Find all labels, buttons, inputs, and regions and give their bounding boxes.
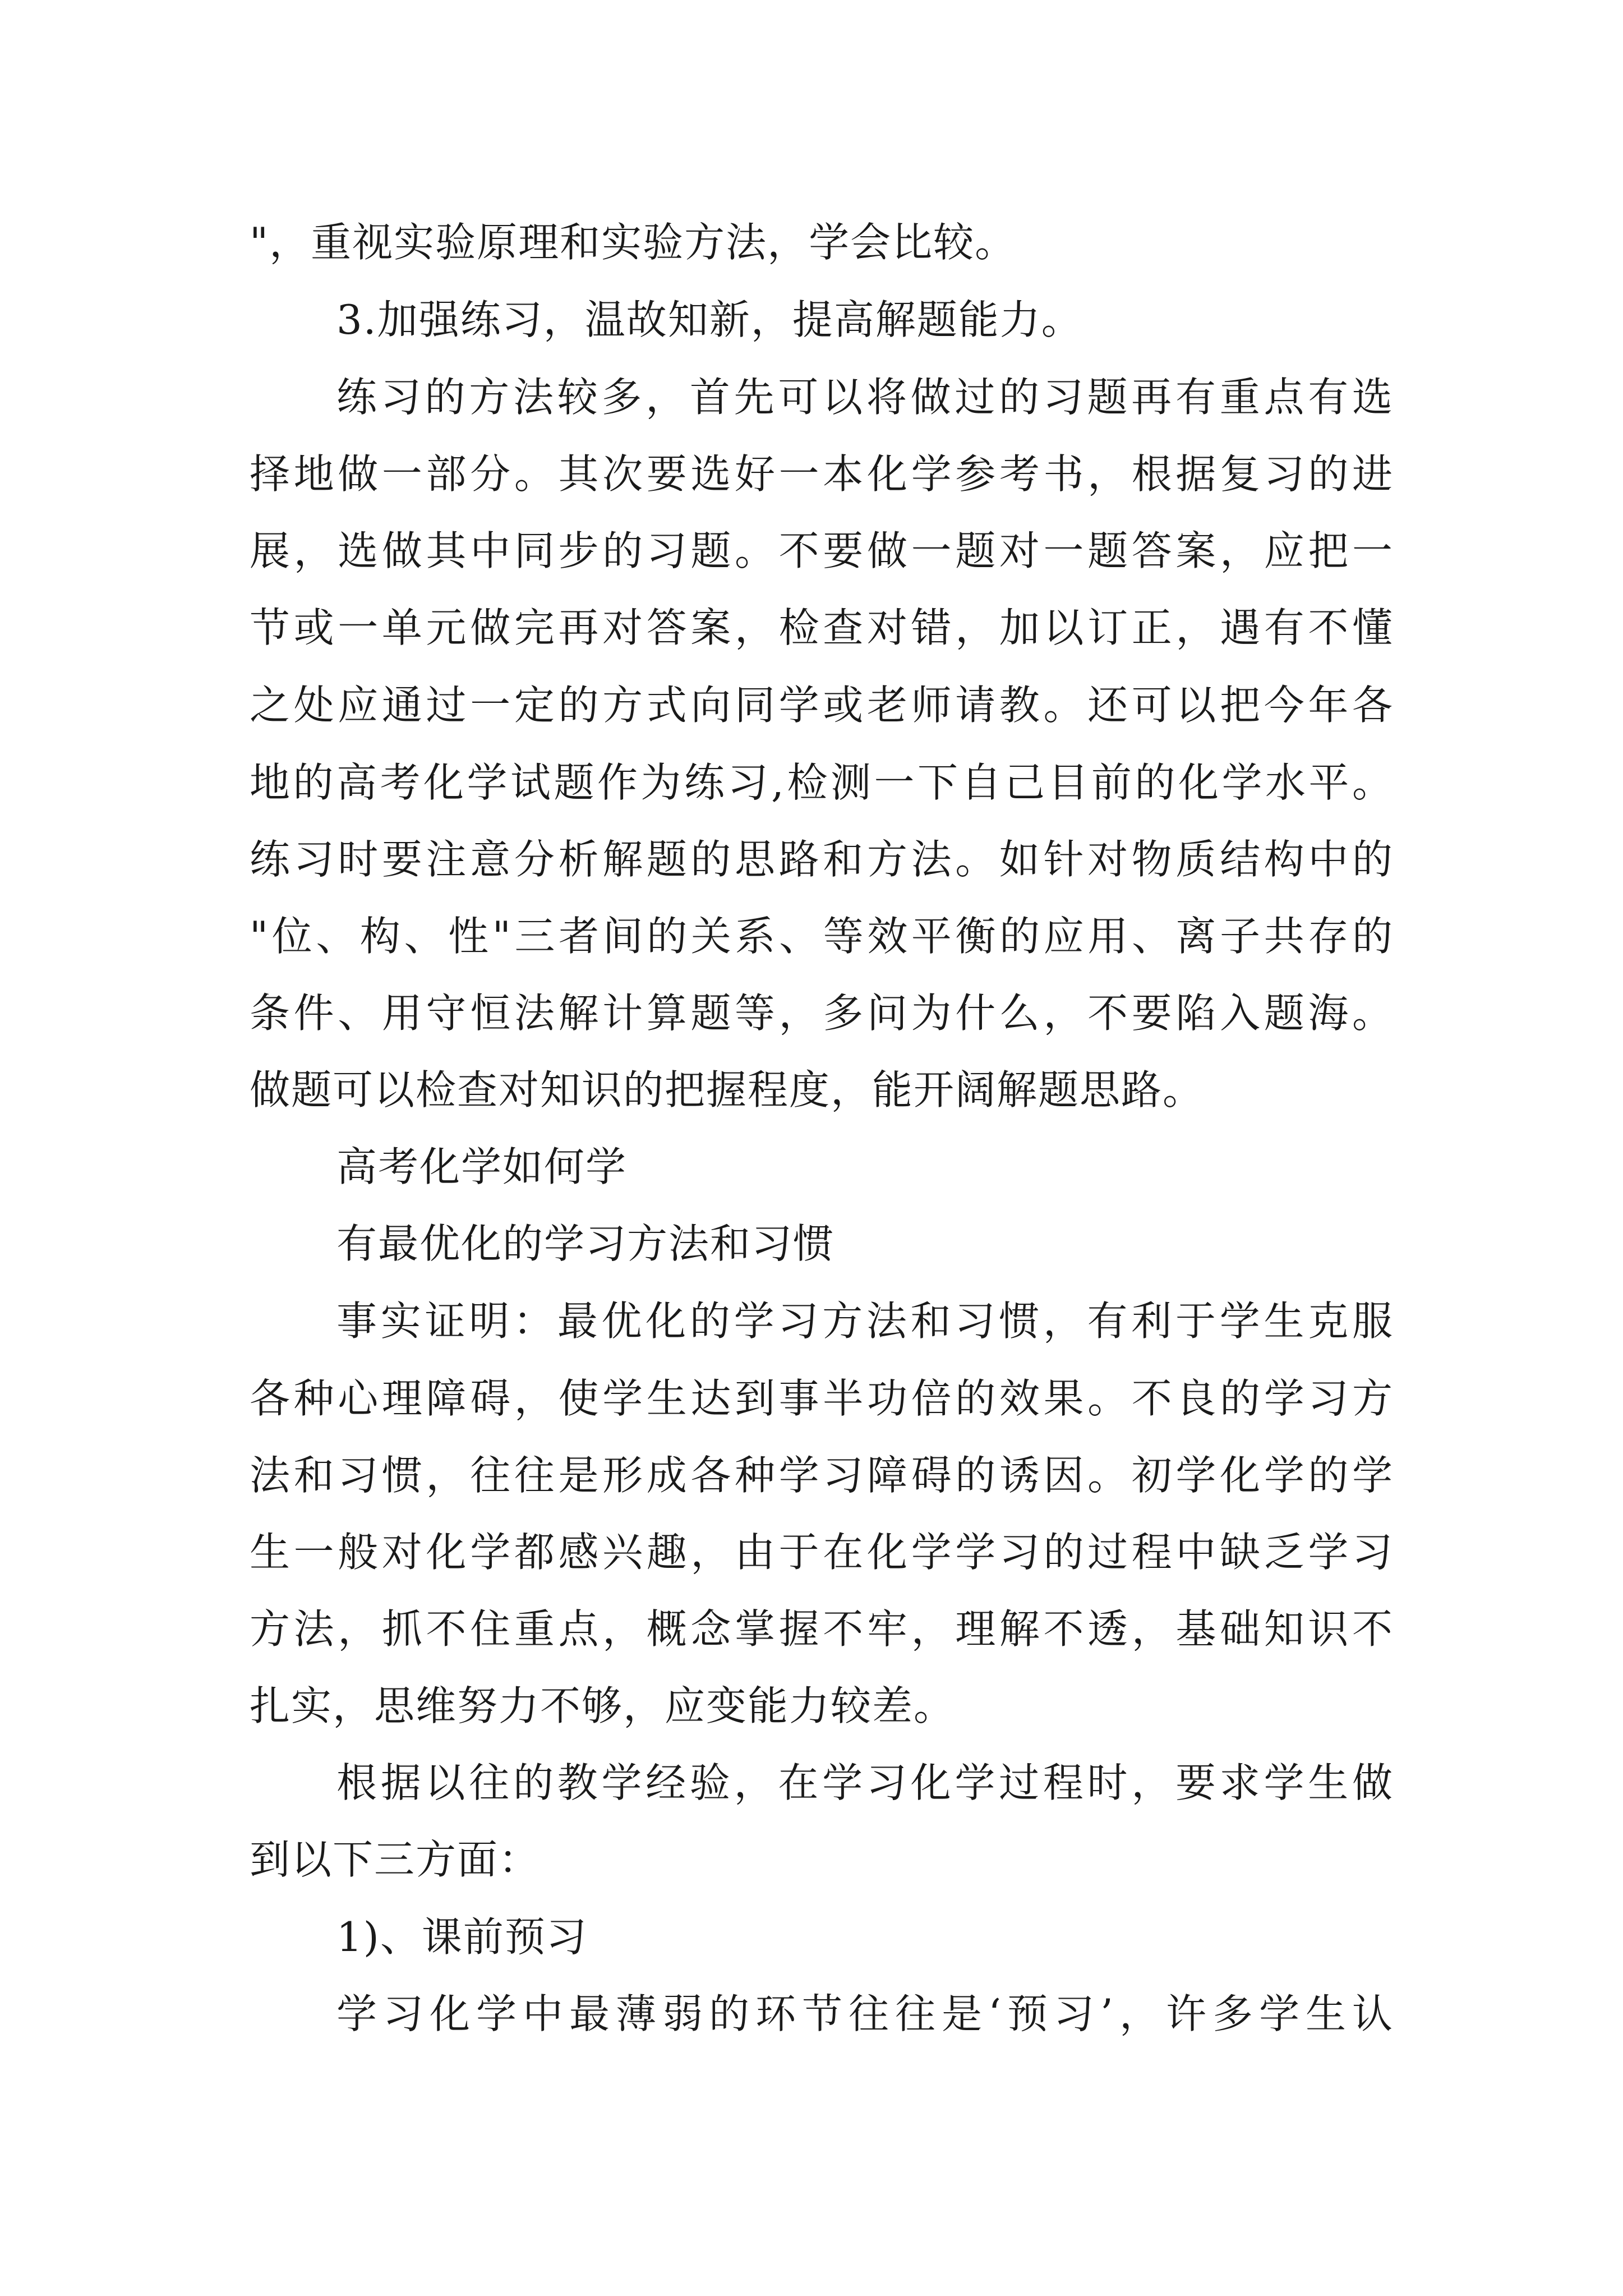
- text-line: 3.加强练习，温故知新，提高解题能力。: [336, 296, 1083, 343]
- text-line: 根据以往的教学经验，在学习化学过程时，要求学生做: [336, 1759, 1394, 1806]
- text-line: 到以下三方面：: [250, 1836, 541, 1883]
- text-line: 择地做一部分。其次要选好一本化学参考书，根据复习的进: [250, 450, 1394, 498]
- text-line: 地的高考化学试题作为练习,检测一下自己目前的化学水平。: [250, 759, 1394, 806]
- section-subheading: 有最优化的学习方法和习惯: [336, 1220, 835, 1267]
- text-line: "，重视实验原理和实验方法，学会比较。: [250, 219, 1017, 266]
- text-line: 练习时要注意分析解题的思路和方法。如针对物质结构中的: [250, 836, 1394, 883]
- text-line: 展，选做其中同步的习题。不要做一题对一题答案，应把一: [250, 527, 1394, 574]
- text-line: 之处应通过一定的方式向同学或老师请教。还可以把今年各: [250, 682, 1394, 729]
- text-line: 条件、用守恒法解计算题等，多问为什么，不要陷入题海。: [250, 990, 1394, 1037]
- list-item-heading: 1)、课前预习: [336, 1913, 588, 1961]
- text-line: 事实证明：最优化的学习方法和习惯，有利于学生克服: [336, 1297, 1394, 1345]
- text-line: 各种心理障碍，使学生达到事半功倍的效果。不良的学习方: [250, 1375, 1394, 1422]
- text-line: "位、构、性"三者间的关系、等效平衡的应用、离子共存的: [250, 913, 1394, 960]
- text-line: 练习的方法较多，首先可以将做过的习题再有重点有选: [336, 374, 1394, 421]
- text-line: 扎实，思维努力不够，应变能力较差。: [250, 1682, 956, 1729]
- text-line: 做题可以检查对知识的把握程度，能开阔解题思路。: [250, 1066, 1205, 1114]
- text-line: 生一般对化学都感兴趣，由于在化学学习的过程中缺乏学习: [250, 1529, 1394, 1576]
- section-heading: 高考化学如何学: [336, 1143, 628, 1190]
- text-line: 方法，抓不住重点，概念掌握不牢，理解不透，基础知识不: [250, 1605, 1394, 1653]
- text-line: 节或一单元做完再对答案，检查对错，加以订正，遇有不懂: [250, 604, 1394, 651]
- text-line: 法和习惯，往往是形成各种学习障碍的诱因。初学化学的学: [250, 1452, 1394, 1499]
- text-line: 学习化学中最薄弱的环节往往是‘预习’，许多学生认: [336, 1990, 1394, 2037]
